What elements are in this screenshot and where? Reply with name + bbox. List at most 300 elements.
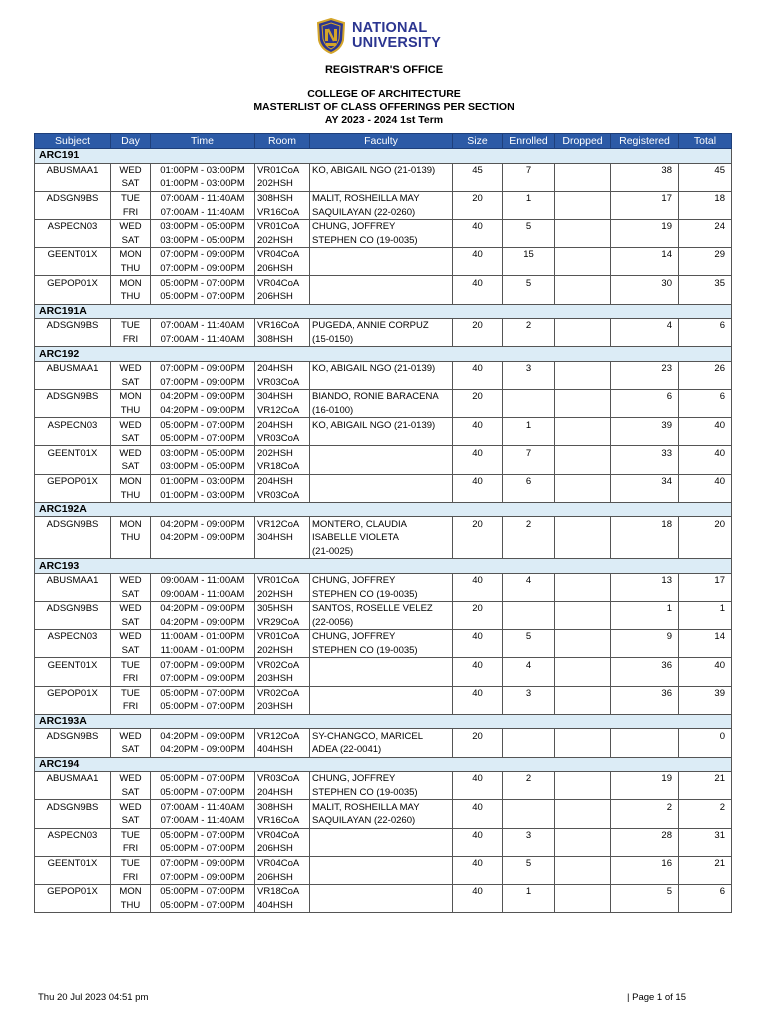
total-cell bbox=[679, 870, 732, 884]
enrolled-cell bbox=[503, 800, 555, 814]
enrolled-cell: 6 bbox=[503, 474, 555, 488]
enrolled-cell: 5 bbox=[503, 630, 555, 644]
room-cell: VR04CoA bbox=[255, 276, 310, 290]
table-row bbox=[35, 616, 732, 630]
dropped-cell bbox=[555, 191, 611, 205]
size-cell bbox=[453, 814, 503, 828]
day-cell: SAT bbox=[111, 786, 151, 800]
table-body bbox=[35, 149, 732, 913]
section-header-row bbox=[35, 149, 732, 164]
room-cell: VR04CoA bbox=[255, 828, 310, 842]
room-cell: VR02CoA bbox=[255, 658, 310, 672]
dropped-cell bbox=[555, 587, 611, 601]
enrolled-cell: 15 bbox=[503, 248, 555, 262]
dropped-cell bbox=[555, 672, 611, 686]
dropped-cell bbox=[555, 390, 611, 404]
registered-cell bbox=[611, 234, 679, 248]
time-cell: 07:00PM - 09:00PM bbox=[151, 672, 255, 686]
day-cell: TUE bbox=[111, 319, 151, 333]
faculty-cell: KO, ABIGAIL NGO (21-0139) bbox=[310, 361, 453, 375]
faculty-cell bbox=[310, 177, 453, 191]
section-header-row bbox=[35, 304, 732, 319]
faculty-cell: SAQUILAYAN (22-0260) bbox=[310, 814, 453, 828]
room-cell: VR16CoA bbox=[255, 205, 310, 219]
day-cell: FRI bbox=[111, 700, 151, 714]
registered-cell: 19 bbox=[611, 772, 679, 786]
registered-cell: 1 bbox=[611, 602, 679, 616]
subject-cell: GEPOP01X bbox=[35, 884, 111, 898]
registered-cell bbox=[611, 616, 679, 630]
day-cell: THU bbox=[111, 404, 151, 418]
day-cell: MON bbox=[111, 390, 151, 404]
time-cell: 07:00AM - 11:40AM bbox=[151, 319, 255, 333]
registered-cell: 9 bbox=[611, 630, 679, 644]
time-cell: 07:00PM - 09:00PM bbox=[151, 361, 255, 375]
total-cell: 6 bbox=[679, 319, 732, 333]
table-row bbox=[35, 884, 732, 898]
room-cell: 404HSH bbox=[255, 898, 310, 912]
room-cell: 204HSH bbox=[255, 361, 310, 375]
subject-cell bbox=[35, 842, 111, 856]
section-header-row bbox=[35, 502, 732, 517]
shield-icon bbox=[316, 18, 346, 54]
room-cell: VR18CoA bbox=[255, 460, 310, 474]
time-cell: 05:00PM - 07:00PM bbox=[151, 786, 255, 800]
time-cell: 04:20PM - 09:00PM bbox=[151, 404, 255, 418]
registered-cell: 36 bbox=[611, 686, 679, 700]
total-cell bbox=[679, 700, 732, 714]
faculty-cell bbox=[310, 474, 453, 488]
enrolled-cell bbox=[503, 729, 555, 743]
table-row bbox=[35, 870, 732, 884]
subject-cell bbox=[35, 177, 111, 191]
col-faculty: Faculty bbox=[310, 134, 453, 149]
dropped-cell bbox=[555, 814, 611, 828]
total-cell: 21 bbox=[679, 772, 732, 786]
subject-cell bbox=[35, 234, 111, 248]
faculty-cell bbox=[310, 842, 453, 856]
room-cell: VR29CoA bbox=[255, 616, 310, 630]
time-cell: 01:00PM - 03:00PM bbox=[151, 177, 255, 191]
room-cell: VR16CoA bbox=[255, 814, 310, 828]
dropped-cell bbox=[555, 219, 611, 233]
total-cell: 24 bbox=[679, 219, 732, 233]
subject-cell bbox=[35, 786, 111, 800]
registered-cell bbox=[611, 700, 679, 714]
table-row bbox=[35, 361, 732, 375]
registered-cell: 6 bbox=[611, 390, 679, 404]
subject-cell: ADSGN9BS bbox=[35, 602, 111, 616]
faculty-cell: STEPHEN CO (19-0035) bbox=[310, 786, 453, 800]
enrolled-cell bbox=[503, 177, 555, 191]
section-name: ARC192 bbox=[35, 347, 732, 362]
section-name: ARC193A bbox=[35, 714, 732, 729]
faculty-cell bbox=[310, 446, 453, 460]
table-row bbox=[35, 573, 732, 587]
subject-cell: ABUSMAA1 bbox=[35, 772, 111, 786]
dropped-cell bbox=[555, 616, 611, 630]
room-cell: VR03CoA bbox=[255, 376, 310, 390]
total-cell bbox=[679, 177, 732, 191]
room-cell: 204HSH bbox=[255, 474, 310, 488]
subject-cell: ASPECN03 bbox=[35, 630, 111, 644]
room-cell: VR01CoA bbox=[255, 573, 310, 587]
time-cell: 01:00PM - 03:00PM bbox=[151, 163, 255, 177]
dropped-cell bbox=[555, 856, 611, 870]
faculty-cell bbox=[310, 828, 453, 842]
total-cell bbox=[679, 333, 732, 347]
day-cell bbox=[111, 545, 151, 559]
size-cell: 40 bbox=[453, 884, 503, 898]
faculty-cell: (16-0100) bbox=[310, 404, 453, 418]
registered-cell bbox=[611, 177, 679, 191]
col-room: Room bbox=[255, 134, 310, 149]
time-cell: 04:20PM - 09:00PM bbox=[151, 602, 255, 616]
dropped-cell bbox=[555, 163, 611, 177]
size-cell bbox=[453, 290, 503, 304]
size-cell bbox=[453, 898, 503, 912]
section-name: ARC193 bbox=[35, 559, 732, 574]
registered-cell: 33 bbox=[611, 446, 679, 460]
dropped-cell bbox=[555, 488, 611, 502]
total-cell: 1 bbox=[679, 602, 732, 616]
size-cell: 40 bbox=[453, 686, 503, 700]
section-header-row bbox=[35, 757, 732, 772]
enrolled-cell: 4 bbox=[503, 658, 555, 672]
time-cell: 04:20PM - 09:00PM bbox=[151, 531, 255, 545]
enrolled-cell: 3 bbox=[503, 361, 555, 375]
enrolled-cell: 2 bbox=[503, 772, 555, 786]
faculty-cell bbox=[310, 870, 453, 884]
table-row bbox=[35, 800, 732, 814]
room-cell: VR03CoA bbox=[255, 432, 310, 446]
enrolled-cell bbox=[503, 672, 555, 686]
subject-cell: ADSGN9BS bbox=[35, 319, 111, 333]
total-cell: 18 bbox=[679, 191, 732, 205]
subject-cell bbox=[35, 404, 111, 418]
total-cell: 29 bbox=[679, 248, 732, 262]
day-cell: WED bbox=[111, 630, 151, 644]
enrolled-cell bbox=[503, 587, 555, 601]
subject-cell bbox=[35, 376, 111, 390]
faculty-cell bbox=[310, 856, 453, 870]
subject-cell bbox=[35, 460, 111, 474]
day-cell: MON bbox=[111, 276, 151, 290]
time-cell: 04:20PM - 09:00PM bbox=[151, 517, 255, 531]
registered-cell: 30 bbox=[611, 276, 679, 290]
size-cell: 40 bbox=[453, 248, 503, 262]
room-cell: 206HSH bbox=[255, 870, 310, 884]
total-cell bbox=[679, 262, 732, 276]
dropped-cell bbox=[555, 531, 611, 545]
total-cell: 45 bbox=[679, 163, 732, 177]
dropped-cell bbox=[555, 177, 611, 191]
total-cell bbox=[679, 234, 732, 248]
faculty-cell bbox=[310, 488, 453, 502]
size-cell bbox=[453, 616, 503, 630]
term-label: AY 2023 - 2024 1st Term bbox=[324, 114, 444, 126]
registered-cell: 34 bbox=[611, 474, 679, 488]
subject-cell bbox=[35, 432, 111, 446]
day-cell: WED bbox=[111, 219, 151, 233]
subject-cell bbox=[35, 870, 111, 884]
faculty-cell: ADEA (22-0041) bbox=[310, 743, 453, 757]
size-cell: 40 bbox=[453, 474, 503, 488]
section-header-row bbox=[35, 347, 732, 362]
table-row bbox=[35, 743, 732, 757]
faculty-cell: STEPHEN CO (19-0035) bbox=[310, 644, 453, 658]
subject-cell: GEPOP01X bbox=[35, 686, 111, 700]
size-cell: 40 bbox=[453, 446, 503, 460]
size-cell: 40 bbox=[453, 856, 503, 870]
total-cell bbox=[679, 743, 732, 757]
table-row bbox=[35, 376, 732, 390]
size-cell bbox=[453, 404, 503, 418]
room-cell: 204HSH bbox=[255, 786, 310, 800]
table-row bbox=[35, 177, 732, 191]
table-row bbox=[35, 898, 732, 912]
table-row bbox=[35, 772, 732, 786]
faculty-cell bbox=[310, 248, 453, 262]
dropped-cell bbox=[555, 333, 611, 347]
subject-cell: GEENT01X bbox=[35, 856, 111, 870]
total-cell bbox=[679, 842, 732, 856]
room-cell: 404HSH bbox=[255, 743, 310, 757]
total-cell: 6 bbox=[679, 884, 732, 898]
day-cell: MON bbox=[111, 474, 151, 488]
dropped-cell bbox=[555, 376, 611, 390]
registered-cell bbox=[611, 290, 679, 304]
size-cell: 40 bbox=[453, 658, 503, 672]
registered-cell bbox=[611, 545, 679, 559]
room-cell: 206HSH bbox=[255, 290, 310, 304]
time-cell: 01:00PM - 03:00PM bbox=[151, 474, 255, 488]
size-cell bbox=[453, 743, 503, 757]
col-time: Time bbox=[151, 134, 255, 149]
time-cell: 05:00PM - 07:00PM bbox=[151, 686, 255, 700]
size-cell bbox=[453, 842, 503, 856]
faculty-cell bbox=[310, 884, 453, 898]
table-row bbox=[35, 446, 732, 460]
dropped-cell bbox=[555, 658, 611, 672]
table-row bbox=[35, 602, 732, 616]
room-cell: 203HSH bbox=[255, 700, 310, 714]
col-enrolled: Enrolled bbox=[503, 134, 555, 149]
registered-cell: 36 bbox=[611, 658, 679, 672]
day-cell: FRI bbox=[111, 842, 151, 856]
dropped-cell bbox=[555, 517, 611, 531]
day-cell: TUE bbox=[111, 686, 151, 700]
table-row bbox=[35, 276, 732, 290]
dropped-cell bbox=[555, 786, 611, 800]
registered-cell: 19 bbox=[611, 219, 679, 233]
faculty-cell: SANTOS, ROSELLE VELEZ bbox=[310, 602, 453, 616]
total-cell bbox=[679, 376, 732, 390]
registered-cell bbox=[611, 333, 679, 347]
faculty-cell: (22-0056) bbox=[310, 616, 453, 630]
total-cell bbox=[679, 460, 732, 474]
registered-cell: 38 bbox=[611, 163, 679, 177]
size-cell: 20 bbox=[453, 390, 503, 404]
col-registered: Registered bbox=[611, 134, 679, 149]
dropped-cell bbox=[555, 248, 611, 262]
total-cell bbox=[679, 545, 732, 559]
dropped-cell bbox=[555, 276, 611, 290]
faculty-cell: (15-0150) bbox=[310, 333, 453, 347]
enrolled-cell: 7 bbox=[503, 163, 555, 177]
registered-cell: 23 bbox=[611, 361, 679, 375]
subject-cell bbox=[35, 531, 111, 545]
registered-cell bbox=[611, 587, 679, 601]
total-cell: 21 bbox=[679, 856, 732, 870]
table-row bbox=[35, 531, 732, 545]
total-cell: 2 bbox=[679, 800, 732, 814]
faculty-cell: STEPHEN CO (19-0035) bbox=[310, 587, 453, 601]
enrolled-cell bbox=[503, 616, 555, 630]
time-cell: 03:00PM - 05:00PM bbox=[151, 219, 255, 233]
section-name: ARC192A bbox=[35, 502, 732, 517]
enrolled-cell bbox=[503, 488, 555, 502]
dropped-cell bbox=[555, 573, 611, 587]
enrolled-cell bbox=[503, 743, 555, 757]
day-cell: SAT bbox=[111, 460, 151, 474]
university-logo bbox=[316, 17, 441, 55]
dropped-cell bbox=[555, 729, 611, 743]
subject-cell: GEPOP01X bbox=[35, 474, 111, 488]
total-cell bbox=[679, 432, 732, 446]
enrolled-cell: 1 bbox=[503, 884, 555, 898]
registered-cell bbox=[611, 814, 679, 828]
size-cell bbox=[453, 488, 503, 502]
logo-wordmark bbox=[352, 21, 441, 51]
registered-cell bbox=[611, 404, 679, 418]
total-cell: 20 bbox=[679, 517, 732, 531]
table-row bbox=[35, 856, 732, 870]
table-row bbox=[35, 672, 732, 686]
day-cell: THU bbox=[111, 898, 151, 912]
enrolled-cell: 4 bbox=[503, 573, 555, 587]
enrolled-cell bbox=[503, 814, 555, 828]
time-cell: 05:00PM - 07:00PM bbox=[151, 828, 255, 842]
subject-cell bbox=[35, 616, 111, 630]
enrolled-cell: 1 bbox=[503, 191, 555, 205]
enrolled-cell bbox=[503, 870, 555, 884]
registered-cell: 4 bbox=[611, 319, 679, 333]
col-subject: Subject bbox=[35, 134, 111, 149]
faculty-cell: BIANDO, RONIE BARACENA bbox=[310, 390, 453, 404]
time-cell: 05:00PM - 07:00PM bbox=[151, 884, 255, 898]
day-cell: TUE bbox=[111, 828, 151, 842]
dropped-cell bbox=[555, 884, 611, 898]
room-cell: 202HSH bbox=[255, 234, 310, 248]
subject-cell: ADSGN9BS bbox=[35, 729, 111, 743]
dropped-cell bbox=[555, 686, 611, 700]
col-size: Size bbox=[453, 134, 503, 149]
dropped-cell bbox=[555, 234, 611, 248]
size-cell bbox=[453, 786, 503, 800]
subject-cell: ADSGN9BS bbox=[35, 800, 111, 814]
day-cell: WED bbox=[111, 418, 151, 432]
faculty-cell: MALIT, ROSHEILLA MAY bbox=[310, 800, 453, 814]
time-cell: 09:00AM - 11:00AM bbox=[151, 573, 255, 587]
day-cell: MON bbox=[111, 248, 151, 262]
table-row bbox=[35, 517, 732, 531]
subject-cell: ASPECN03 bbox=[35, 219, 111, 233]
total-cell: 40 bbox=[679, 658, 732, 672]
logo-line-1: NATIONAL bbox=[352, 20, 428, 36]
subject-cell: GEENT01X bbox=[35, 658, 111, 672]
day-cell: THU bbox=[111, 262, 151, 276]
enrolled-cell: 3 bbox=[503, 828, 555, 842]
subject-cell bbox=[35, 262, 111, 276]
time-cell bbox=[151, 545, 255, 559]
total-cell bbox=[679, 205, 732, 219]
size-cell bbox=[453, 262, 503, 276]
registered-cell: 5 bbox=[611, 884, 679, 898]
faculty-cell bbox=[310, 376, 453, 390]
dropped-cell bbox=[555, 432, 611, 446]
size-cell: 40 bbox=[453, 828, 503, 842]
registered-cell bbox=[611, 376, 679, 390]
table-row bbox=[35, 163, 732, 177]
time-cell: 07:00AM - 11:40AM bbox=[151, 814, 255, 828]
total-cell: 40 bbox=[679, 418, 732, 432]
day-cell: SAT bbox=[111, 616, 151, 630]
faculty-cell bbox=[310, 290, 453, 304]
table-row bbox=[35, 432, 732, 446]
size-cell bbox=[453, 234, 503, 248]
size-cell: 20 bbox=[453, 517, 503, 531]
size-cell: 20 bbox=[453, 602, 503, 616]
size-cell: 40 bbox=[453, 418, 503, 432]
table-row bbox=[35, 390, 732, 404]
table-row bbox=[35, 545, 732, 559]
subject-cell: ASPECN03 bbox=[35, 418, 111, 432]
dropped-cell bbox=[555, 404, 611, 418]
room-cell: 202HSH bbox=[255, 177, 310, 191]
page-indicator: | Page 1 of 15 bbox=[627, 992, 686, 1003]
col-day: Day bbox=[111, 134, 151, 149]
total-cell: 35 bbox=[679, 276, 732, 290]
room-cell: 204HSH bbox=[255, 418, 310, 432]
room-cell: VR18CoA bbox=[255, 884, 310, 898]
faculty-cell bbox=[310, 658, 453, 672]
time-cell: 04:20PM - 09:00PM bbox=[151, 390, 255, 404]
col-total: Total bbox=[679, 134, 732, 149]
registered-cell bbox=[611, 870, 679, 884]
enrolled-cell: 3 bbox=[503, 686, 555, 700]
registered-cell bbox=[611, 531, 679, 545]
enrolled-cell bbox=[503, 404, 555, 418]
time-cell: 07:00AM - 11:40AM bbox=[151, 333, 255, 347]
faculty-cell: MALIT, ROSHEILLA MAY bbox=[310, 191, 453, 205]
faculty-cell bbox=[310, 460, 453, 474]
enrolled-cell bbox=[503, 432, 555, 446]
room-cell bbox=[255, 545, 310, 559]
room-cell: 206HSH bbox=[255, 842, 310, 856]
faculty-cell bbox=[310, 898, 453, 912]
table-row bbox=[35, 729, 732, 743]
report-title: MASTERLIST OF CLASS OFFERINGS PER SECTION bbox=[253, 101, 515, 113]
table-row bbox=[35, 700, 732, 714]
room-cell: 308HSH bbox=[255, 333, 310, 347]
total-cell bbox=[679, 786, 732, 800]
day-cell: SAT bbox=[111, 234, 151, 248]
enrolled-cell: 1 bbox=[503, 418, 555, 432]
faculty-cell bbox=[310, 276, 453, 290]
time-cell: 07:00AM - 11:40AM bbox=[151, 205, 255, 219]
enrolled-cell: 7 bbox=[503, 446, 555, 460]
